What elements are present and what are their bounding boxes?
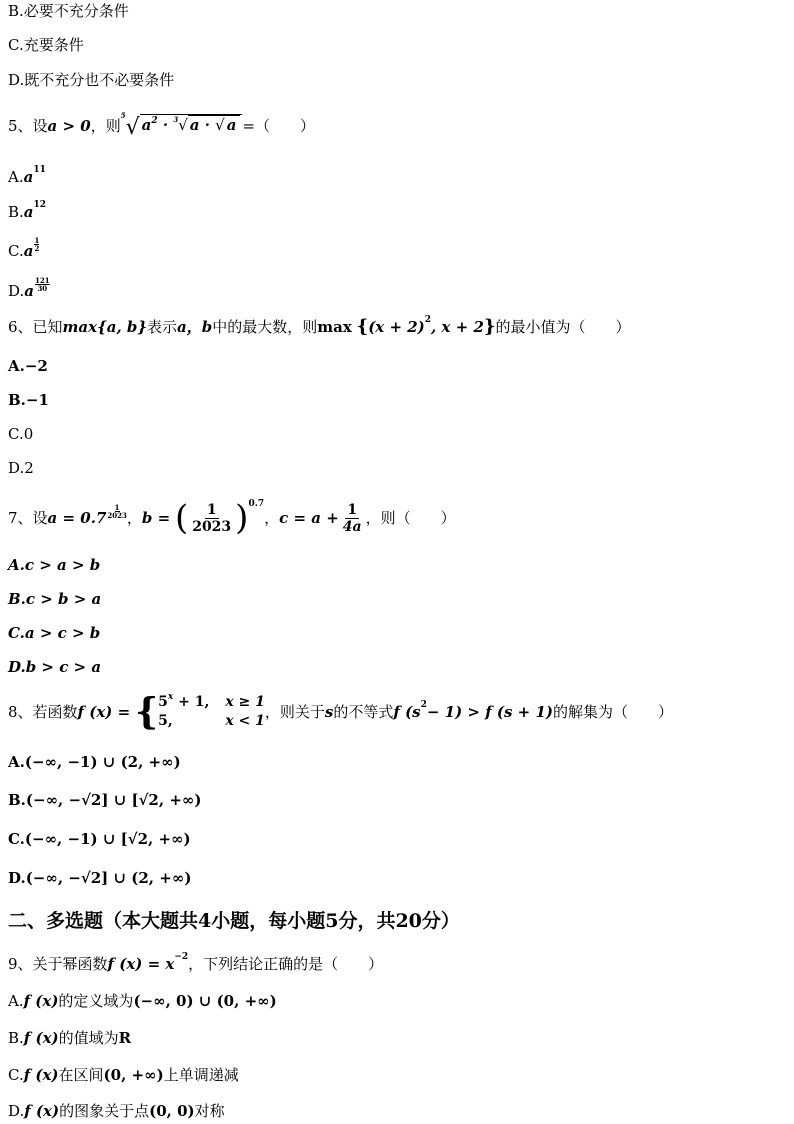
q5-mid: ，则 [90, 117, 121, 135]
q5-root-index-inner: 3 [173, 115, 179, 124]
q8-option-a: A.(−∞, −1) ∪ (2, +∞) [8, 753, 181, 771]
q5-tail: =（ ） [242, 117, 316, 135]
q5-option-b: B. a 12 [8, 200, 47, 221]
q6-option-a: A.−2 [8, 357, 48, 375]
q7-option-c: C.a > c > b [8, 624, 101, 642]
section-title-multiple-choice: 二、多选题（本大题共4小题，每小题5分，共20分） [8, 910, 460, 932]
question-6: 6、已知 max{a, b} 表示 a，b 中的最大数，则 max { (x + 2) 2 , x + 2 } 的最小值为（ ） [8, 315, 631, 337]
option-prev-b: B.必要不充分条件 [8, 2, 129, 20]
q5-option-c: C. a 1 2 [8, 235, 40, 260]
q6-option-b: B.−1 [8, 391, 49, 409]
question-8: 8、若函数 f (x) = { 5$^x$ + 1, x ≥ 1 5, x < 1 ，则关于 s 的不等式 f (s 2 − 1) > f (s + 1) 的解集为（ ） [8, 691, 673, 733]
q7-option-b: B.c > b > a [8, 590, 102, 608]
q9-option-c: C. f (x) 在区间 (0, +∞) 上单调递减 [8, 1066, 239, 1084]
q5-option-d: D. a 121 30 [8, 275, 50, 300]
q8-option-b: B.(−∞, −√2] ∪ [√2, +∞) [8, 791, 202, 809]
q9-option-b: B. f (x) 的值域为 R [8, 1029, 132, 1047]
q5-cond: a > 0 [47, 117, 91, 135]
q5-option-a: A. a 11 [8, 165, 46, 186]
question-5 [8, 112, 315, 140]
radical-sign-icon: √ [125, 115, 140, 140]
q9-option-d: D. f (x) 的图象关于点 (0, 0) 对称 [8, 1102, 225, 1120]
piecewise-brace: { 5$^x$ + 1, x ≥ 1 5, x < 1 [134, 691, 265, 733]
question-7: 7、设 a = 0.7 1 2023 ， b = ( $\frac{1}{2023}$ ) 0.7 ， c = a + $\frac{1}{4a}$ ，则（ ） [8, 498, 456, 538]
q5-root-index-outer: 5 [120, 111, 126, 120]
radical-sign-icon: √ [178, 116, 188, 134]
option-prev-d: D.既不充分也不必要条件 [8, 71, 175, 89]
q7-option-a: A.c > a > b [8, 556, 101, 574]
q6-option-c: C.0 [8, 425, 34, 443]
q5-radical: 5 √ $a^2 \cdot ^3√$ a · √ a [121, 114, 243, 138]
q9-option-a: A. f (x) 的定义域为 (−∞, 0) ∪ (0, +∞) [8, 992, 277, 1010]
q7-option-d: D.b > c > a [8, 658, 102, 676]
question-9: 9、关于幂函数 f (x) = x −2 ，下列结论正确的是（ ） [8, 952, 384, 973]
option-prev-c: C.充要条件 [8, 36, 84, 54]
q8-option-d: D.(−∞, −√2] ∪ (2, +∞) [8, 869, 192, 887]
q5-prefix: 5、设 [8, 117, 48, 135]
q6-option-d: D.2 [8, 459, 34, 477]
q8-option-c: C.(−∞, −1) ∪ [√2, +∞) [8, 830, 191, 848]
